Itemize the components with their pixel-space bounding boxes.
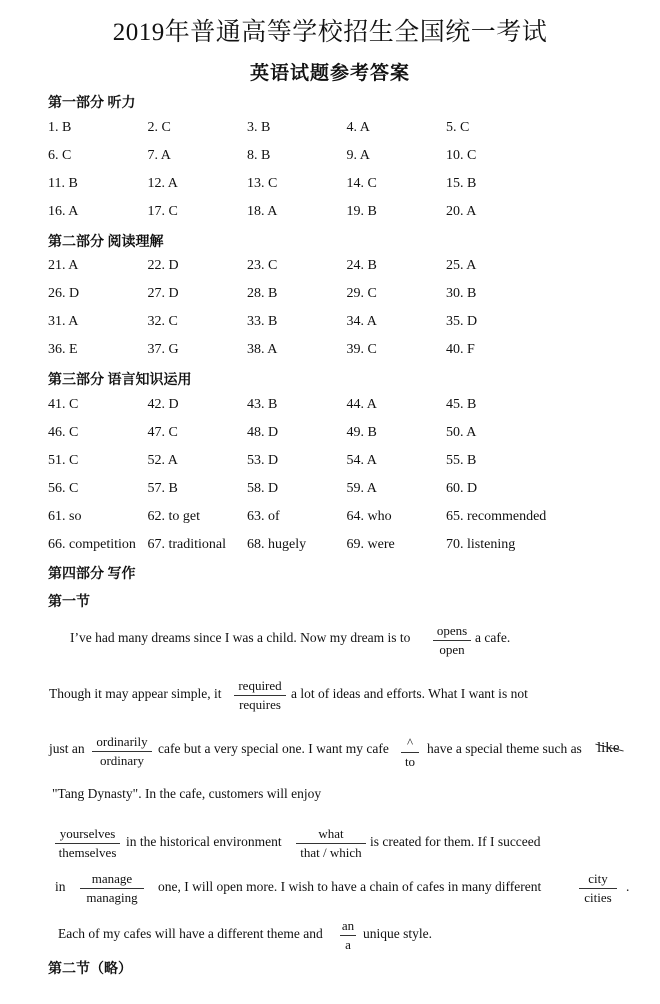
insertion-mark	[401, 734, 419, 771]
answer-row	[48, 142, 648, 170]
correct-word: requires	[239, 697, 281, 712]
answer-cell: 47. C	[147, 425, 178, 440]
inserted-word: to	[404, 754, 416, 769]
essay-text: unique style.	[363, 926, 432, 941]
correct-word: that / which	[300, 845, 362, 860]
answer-cell: 45. B	[446, 397, 477, 412]
answer-row	[48, 252, 648, 280]
answer-row	[48, 170, 648, 198]
essay-text: cafe but a very special one. I want my cafe	[158, 741, 389, 756]
answer-cell: 33. B	[247, 314, 278, 329]
answer-cell: 11. B	[48, 176, 78, 191]
correct-word: cities	[584, 890, 612, 905]
wrong-word: an	[340, 917, 356, 936]
answer-cell: 48. D	[247, 425, 279, 440]
essay-text: just an	[49, 741, 85, 756]
answer-cell: 9. A	[346, 148, 370, 163]
correct-word: ordinary	[99, 753, 145, 768]
wrong-word: city	[579, 870, 617, 889]
answer-row	[48, 447, 648, 475]
answer-cell: 37. G	[147, 342, 179, 357]
correction	[579, 870, 617, 907]
answer-cell: 52. A	[147, 453, 178, 468]
answer-cell: 43. B	[247, 397, 278, 412]
answer-cell: 54. A	[346, 453, 377, 468]
answer-cell: 28. B	[247, 286, 278, 301]
answer-cell: 65. recommended	[446, 509, 547, 524]
answer-cell: 38. A	[247, 342, 278, 357]
section-heading-language: 第三部分 语言知识运用	[48, 373, 192, 388]
correction	[433, 622, 471, 659]
essay-text: I’ve had many dreams since I was a child. Now my dream is to	[70, 630, 411, 645]
essay-text: Though it may appear simple, it	[49, 686, 222, 701]
essay-text: .	[626, 879, 630, 894]
wrong-word: manage	[80, 870, 144, 889]
answer-cell: 30. B	[446, 286, 477, 301]
answer-row	[48, 336, 648, 364]
answer-cell: 26. D	[48, 286, 80, 301]
subsection-heading-2: 第二节（略）	[48, 962, 132, 977]
answer-grid-language	[48, 391, 648, 559]
essay-text: have a special theme such as	[427, 741, 582, 756]
answer-cell: 66. competition	[48, 537, 136, 552]
answer-cell: 62. to get	[147, 509, 200, 524]
answer-cell: 31. A	[48, 314, 79, 329]
answer-cell: 41. C	[48, 397, 79, 412]
answer-cell: 56. C	[48, 481, 79, 496]
answer-cell: 22. D	[147, 258, 179, 273]
essay-text: in	[55, 879, 66, 894]
answer-cell: 51. C	[48, 453, 79, 468]
wrong-word: ordinarily	[92, 733, 152, 752]
page-title: 2019年普通高等学校招生全国统一考试	[112, 19, 548, 46]
correction	[234, 677, 286, 714]
answer-cell: 15. B	[446, 176, 477, 191]
answer-cell: 20. A	[446, 204, 477, 219]
correction	[55, 825, 120, 862]
answer-cell: 70. listening	[446, 537, 516, 552]
answer-row	[48, 308, 648, 336]
subsection-heading-1: 第一节	[48, 595, 90, 610]
answer-cell: 61. so	[48, 509, 82, 524]
answer-cell: 68. hugely	[247, 537, 307, 552]
section-heading-writing: 第四部分 写作	[48, 567, 136, 582]
essay-text: in the historical environment	[126, 834, 282, 849]
answer-cell: 27. D	[147, 286, 179, 301]
answer-cell: 24. B	[346, 258, 377, 273]
answer-cell: 19. B	[346, 204, 377, 219]
essay-text: "Tang Dynasty". In the cafe, customers will enjoy	[52, 786, 322, 801]
correct-word: open	[439, 642, 465, 657]
answer-cell: 4. A	[346, 120, 370, 135]
answer-cell: 58. D	[247, 481, 279, 496]
answer-cell: 32. C	[147, 314, 178, 329]
wrong-word: required	[234, 677, 286, 696]
essay-text: is created for them. If I succeed	[370, 834, 541, 849]
answer-cell: 8. B	[247, 148, 271, 163]
essay-text: Each of my cafes will have a different theme and	[58, 926, 323, 941]
wrong-word: what	[296, 825, 366, 844]
wrong-word: opens	[433, 622, 471, 641]
answer-cell: 34. A	[346, 314, 377, 329]
answer-cell: 39. C	[346, 342, 377, 357]
answer-cell: 44. A	[346, 397, 377, 412]
deleted-word: like	[597, 740, 620, 756]
answer-cell: 16. A	[48, 204, 79, 219]
correction	[296, 825, 366, 862]
answer-cell: 3. B	[247, 120, 271, 135]
correct-word: themselves	[58, 845, 117, 860]
answer-cell: 10. C	[446, 148, 477, 163]
answer-cell: 5. C	[446, 120, 470, 135]
essay-text: a lot of ideas and efforts. What I want is not	[291, 686, 528, 701]
correct-word: a	[345, 937, 351, 952]
caret-icon: ^	[401, 734, 419, 753]
correction	[92, 733, 152, 770]
correction	[80, 870, 144, 907]
answer-cell: 12. A	[147, 176, 178, 191]
answer-cell: 23. C	[247, 258, 278, 273]
page-subtitle: 英语试题参考答案	[249, 63, 410, 84]
answer-cell: 64. who	[346, 509, 392, 524]
answer-cell: 14. C	[346, 176, 377, 191]
answer-cell: 2. C	[147, 120, 171, 135]
answer-cell: 60. D	[446, 481, 478, 496]
correction	[340, 917, 356, 954]
answer-grid-listening	[48, 114, 648, 226]
answer-row	[48, 503, 648, 531]
answer-cell: 40. F	[446, 342, 475, 357]
answer-row	[48, 475, 648, 503]
answer-row	[48, 531, 648, 559]
answer-row	[48, 391, 648, 419]
answer-cell: 7. A	[147, 148, 171, 163]
answer-cell: 59. A	[346, 481, 377, 496]
section-heading-reading: 第二部分 阅读理解	[48, 235, 164, 250]
essay-text: a cafe.	[475, 630, 511, 645]
answer-cell: 29. C	[346, 286, 377, 301]
answer-cell: 6. C	[48, 148, 72, 163]
answer-cell: 42. D	[147, 397, 179, 412]
answer-cell: 36. E	[48, 342, 78, 357]
answer-cell: 17. C	[147, 204, 178, 219]
answer-row	[48, 280, 648, 308]
answer-grid-reading	[48, 252, 648, 364]
answer-cell: 53. D	[247, 453, 279, 468]
section-heading-listening: 第一部分 听力	[48, 96, 136, 111]
essay-text: one, I will open more. I wish to have a chain of cafes in many different	[158, 879, 542, 894]
answer-cell: 49. B	[346, 425, 377, 440]
answer-cell: 35. D	[446, 314, 478, 329]
answer-row	[48, 419, 648, 447]
answer-row	[48, 198, 648, 226]
answer-cell: 18. A	[247, 204, 278, 219]
answer-cell: 63. of	[247, 509, 280, 524]
wrong-word: yourselves	[55, 825, 120, 844]
answer-cell: 13. C	[247, 176, 278, 191]
answer-cell: 67. traditional	[147, 537, 227, 552]
correct-word: managing	[86, 890, 138, 905]
answer-cell: 55. B	[446, 453, 477, 468]
answer-cell: 69. were	[346, 537, 395, 552]
answer-cell: 21. A	[48, 258, 79, 273]
answer-cell: 46. C	[48, 425, 79, 440]
answer-cell: 57. B	[147, 481, 178, 496]
answer-cell: 25. A	[446, 258, 477, 273]
answer-row	[48, 114, 648, 142]
answer-cell: 50. A	[446, 425, 477, 440]
answer-cell: 1. B	[48, 120, 72, 135]
